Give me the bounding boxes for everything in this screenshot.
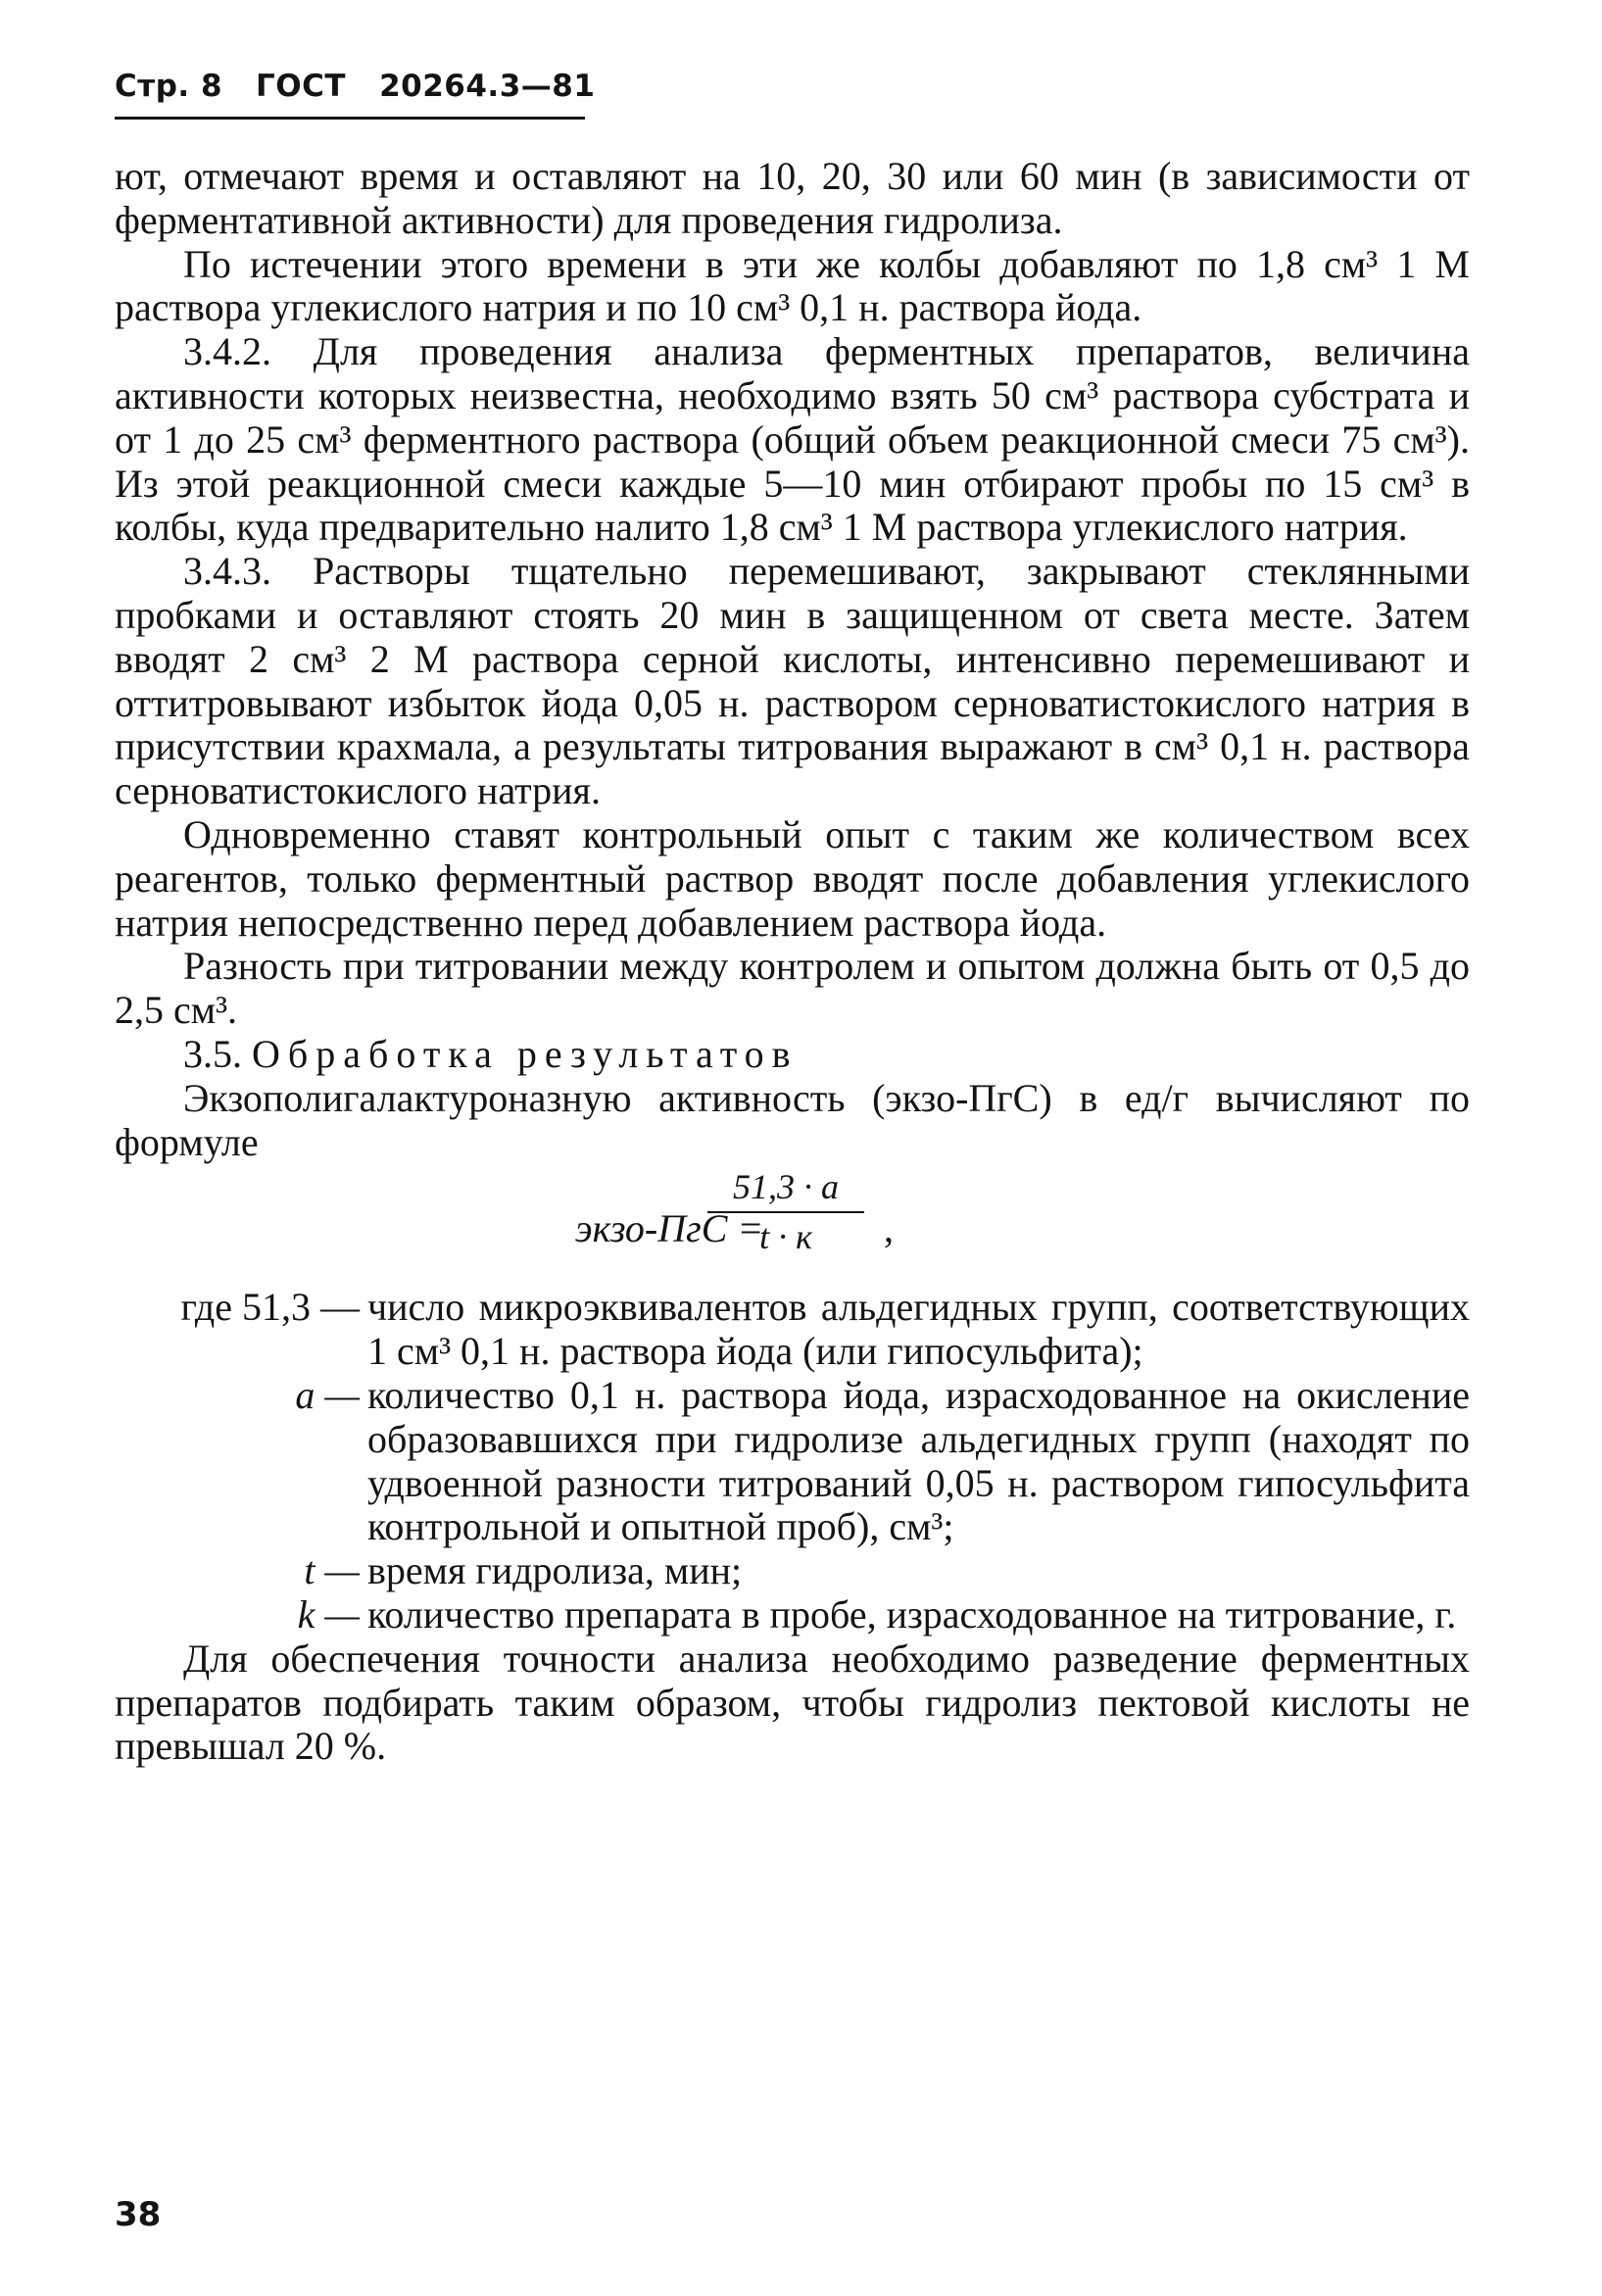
formula-lhs: экзо-ПгС = bbox=[575, 1206, 764, 1251]
paragraph-accuracy-note: Для обеспечения точности анализа необходимо разведение ферментных препаратов подбирать таким образом, чтобы гидролиз пектовой кислоты не превышал 20 %. bbox=[115, 1636, 1470, 1769]
header-page-label: Стр. 8 bbox=[115, 69, 223, 104]
header-gost-label: ГОСТ bbox=[256, 69, 347, 104]
section-number: 3.5. bbox=[183, 1031, 242, 1076]
legend-definition: количество 0,1 н. раствора йода, израсходованное на окисление образовавшихся при гидролизе альдегидных групп (находят по удвоенной разности титрований 0,05 н. раствором гипосульфита контрольной и опытной проб), см³; bbox=[367, 1372, 1470, 1549]
formula-trailing-comma: , bbox=[884, 1206, 894, 1251]
legend-term: где 51,3 — bbox=[180, 1285, 360, 1330]
paragraph-3-4-3: 3.4.3. Растворы тщательно перемешивают, закрывают стеклянными пробками и оставляют стоять 20 мин в защищенном от света месте. Затем вводят 2 см³ 2 М раствора серной кислоты, интенсивно перемешивают и оттитровывают избыток йода 0,05 н. раствором серноватистокислого натрия в присутствии крахмала, а результаты титрования выражают в см³ 0,1 н. раствора серноватистокислого натрия. bbox=[115, 549, 1470, 813]
fraction-bar bbox=[707, 1211, 864, 1213]
paragraph-control-test: Одновременно ставят контрольный опыт с таким же количеством всех реагентов, только ферментный раствор вводят после добавления углекислого натрия непосредственно перед добавлением раствора йода. bbox=[115, 811, 1470, 945]
legend-definition: число микроэквивалентов альдегидных групп, соответствующих 1 см³ 0,1 н. раствора йода (или гипосульфита); bbox=[367, 1285, 1470, 1374]
paragraph-3-4-2: 3.4.2. Для проведения анализа ферментных препаратов, величина активности которых неизвестна, необходимо взять 50 см³ раствора субстрата и от 1 до 25 см³ ферментного раствора (общий объем реакционной смеси 75 см³). Из этой реакционной смеси каждые 5—10 мин отбирают пробы по 15 см³ в колбы, куда предварительно налито 1,8 см³ 1 М раствора углекислого натрия. bbox=[115, 329, 1470, 550]
section-heading bbox=[115, 1033, 1470, 1077]
paragraph-iodine-addition: По истечении этого времени в эти же колбы добавляют по 1,8 см³ 1 М раствора углекислого натрия и по 10 см³ 0,1 н. раствора йода. bbox=[115, 241, 1470, 330]
running-header bbox=[115, 69, 628, 104]
legend-symbol-t: t — bbox=[304, 1548, 360, 1593]
header-rule bbox=[115, 117, 585, 120]
legend-definition: количество препарата в пробе, израсходованное на титрование, г. bbox=[367, 1591, 1457, 1637]
formula-fraction bbox=[707, 1164, 864, 1256]
paragraph-continuation: ют, отмечают время и оставляют на 10, 20, 30 или 60 мин (в зависимости от ферментативной активности) для проведения гидролиза. bbox=[115, 154, 1470, 242]
formula-denominator: t · к bbox=[759, 1217, 812, 1257]
paragraph-titration-difference: Разность при титровании между контролем и опытом должна быть от 0,5 до 2,5 см³. bbox=[115, 944, 1470, 1033]
legend-symbol-a: a — bbox=[295, 1372, 360, 1417]
formula-intro: Экзополигалактуроназную активность (экзо-ПгС) в ед/г вычисляют по формуле bbox=[115, 1075, 1470, 1164]
legend-term bbox=[115, 1593, 367, 1637]
header-standard-number: 20264.3—81 bbox=[379, 69, 596, 104]
body-text bbox=[115, 155, 1470, 1769]
formula-numerator: 51,3 · a bbox=[733, 1167, 839, 1207]
legend-symbol-k: k — bbox=[297, 1591, 360, 1637]
legend-term bbox=[115, 1374, 367, 1549]
section-title: Обработка результатов bbox=[252, 1031, 799, 1076]
activity-formula bbox=[115, 1164, 1470, 1286]
page-number: 38 bbox=[115, 2195, 162, 2234]
legend-definition: время гидролиза, мин; bbox=[367, 1548, 743, 1593]
formula-legend bbox=[115, 1286, 1470, 1637]
legend-term bbox=[115, 1549, 367, 1593]
